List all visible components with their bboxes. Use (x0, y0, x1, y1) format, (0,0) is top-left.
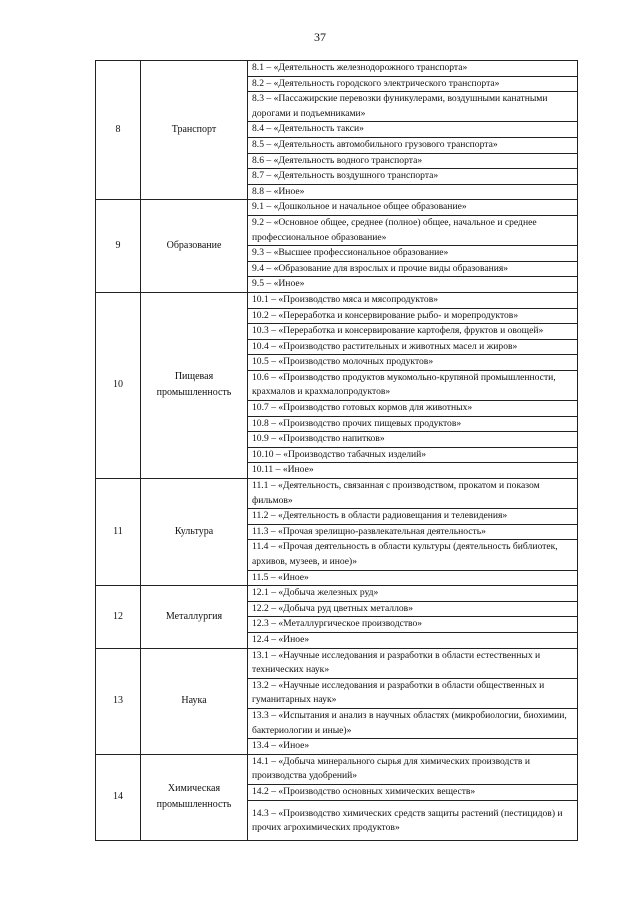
activity-item: 8.6 – «Деятельность водного транспорта» (248, 153, 578, 169)
activity-item: 8.2 – «Деятельность городского электрического транспорта» (248, 76, 578, 92)
activity-item: 13.1 – «Научные исследования и разработки в области естественных и технических наук» (248, 648, 578, 678)
activity-item: 8.5 – «Деятельность автомобильного грузового транспорта» (248, 137, 578, 153)
activity-item: 10.7 – «Производство готовых кормов для животных» (248, 401, 578, 417)
activity-item: 11.3 – «Прочая зрелищно-развлекательная деятельность» (248, 524, 578, 540)
activity-item: 10.11 – «Иное» (248, 463, 578, 479)
activity-item: 9.2 – «Основное общее, среднее (полное) общее, начальное и среднее профессиональное образование» (248, 215, 578, 245)
activity-item: 10.8 – «Производство прочих пищевых продуктов» (248, 416, 578, 432)
activity-item: 9.3 – «Высшее профессиональное образование» (248, 246, 578, 262)
activity-item: 11.4 – «Прочая деятельность в области культуры (деятельность библиотек, архивов, музеев, и иное)» (248, 540, 578, 570)
activity-item: 8.4 – «Деятельность такси» (248, 122, 578, 138)
table-row (96, 200, 578, 216)
activity-item: 12.4 – «Иное» (248, 632, 578, 648)
activity-item: 8.3 – «Пассажирские перевозки фуникулерами, воздушными канатными дорогами и подъемниками» (248, 92, 578, 122)
group-name: Металлургия (141, 586, 248, 648)
activity-item: 11.5 – «Иное» (248, 570, 578, 586)
table-row (96, 754, 578, 784)
activity-item: 8.1 – «Деятельность железнодорожного транспорта» (248, 61, 578, 77)
group-number: 13 (96, 648, 141, 754)
group-number: 9 (96, 200, 141, 293)
table-row (96, 292, 578, 308)
table-row (96, 586, 578, 602)
activity-item: 14.1 – «Добыча минерального сырья для химических производств и производства удобрений» (248, 754, 578, 784)
activity-item: 11.1 – «Деятельность, связанная с производством, прокатом и показом фильмов» (248, 479, 578, 509)
page-number: 37 (314, 30, 326, 44)
activity-item: 10.10 – «Производство табачных изделий» (248, 447, 578, 463)
activity-item: 14.3 – «Производство химических средств защиты растений (пестицидов) и прочих агрохимических продуктов» (248, 800, 578, 840)
activity-item: 10.1 – «Производство мяса и мясопродуктов» (248, 292, 578, 308)
group-name: Наука (141, 648, 248, 754)
group-number: 11 (96, 479, 141, 586)
activity-item: 10.9 – «Производство напитков» (248, 432, 578, 448)
activity-item: 12.3 – «Металлургическое производство» (248, 617, 578, 633)
activity-item: 9.5 – «Иное» (248, 277, 578, 293)
group-number: 12 (96, 586, 141, 648)
activity-item: 9.4 – «Образование для взрослых и прочие виды образования» (248, 261, 578, 277)
activity-item: 10.4 – «Производство растительных и животных масел и жиров» (248, 339, 578, 355)
activity-item: 13.4 – «Иное» (248, 739, 578, 755)
activity-item: 13.2 – «Научные исследования и разработки в области общественных и гуманитарных наук» (248, 678, 578, 708)
table-row (96, 479, 578, 509)
activity-item: 10.6 – «Производство продуктов мукомольно-крупяной промышленности, крахмалов и крахмалопродуктов» (248, 370, 578, 400)
activity-classification-table (95, 60, 578, 841)
group-number: 14 (96, 754, 141, 840)
group-number: 10 (96, 292, 141, 478)
activity-item: 10.5 – «Производство молочных продуктов» (248, 355, 578, 371)
group-name: Образование (141, 200, 248, 293)
activity-item: 14.2 – «Производство основных химических веществ» (248, 784, 578, 800)
activity-item: 8.8 – «Иное» (248, 184, 578, 200)
activity-item: 8.7 – «Деятельность воздушного транспорта» (248, 169, 578, 185)
group-name: Культура (141, 479, 248, 586)
activity-item: 9.1 – «Дошкольное и начальное общее образование» (248, 200, 578, 216)
activity-item: 10.2 – «Переработка и консервирование рыбо- и морепродуктов» (248, 308, 578, 324)
table-body (96, 61, 578, 841)
group-number: 8 (96, 61, 141, 200)
activity-item: 12.2 – «Добыча руд цветных металлов» (248, 601, 578, 617)
group-name: Химическая промышленность (141, 754, 248, 840)
table-row (96, 648, 578, 678)
table-row (96, 61, 578, 77)
activity-item: 11.2 – «Деятельность в области радиовещания и телевидения» (248, 509, 578, 525)
activity-item: 12.1 – «Добыча железных руд» (248, 586, 578, 602)
group-name: Пищевая промышленность (141, 292, 248, 478)
activity-item: 13.3 – «Испытания и анализ в научных областях (микробиологии, биохимии, бактериологии и иные)» (248, 708, 578, 738)
activity-item: 10.3 – «Переработка и консервирование картофеля, фруктов и овощей» (248, 324, 578, 340)
group-name: Транспорт (141, 61, 248, 200)
